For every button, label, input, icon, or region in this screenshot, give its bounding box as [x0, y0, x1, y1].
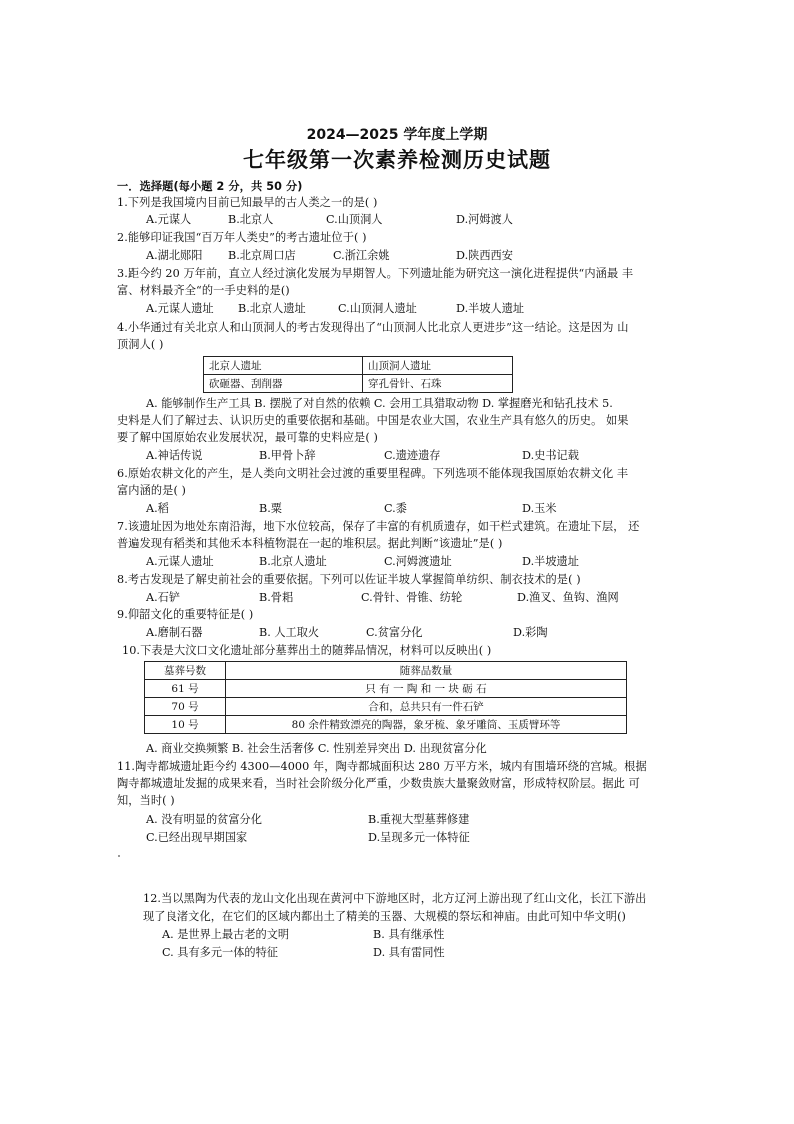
q5-option-c: C.遗迹遗存 — [384, 449, 441, 462]
q6-stem-line1: 6.原始农耕文化的产生，是人类向文明社会过渡的重要里程碑。下列选项不能体现我国原始农耕文化 丰 — [117, 467, 629, 480]
q8-option-b: B.骨耜 — [259, 591, 294, 604]
q5-option-a: A.神话传说 — [146, 449, 203, 462]
q7-option-c: C.河姆渡遗址 — [384, 555, 452, 568]
q1-option-b: B.北京人 — [228, 213, 274, 226]
q2-option-a: A.湖北郧阳 — [146, 249, 203, 262]
q7-option-b: B.北京人遗址 — [259, 555, 327, 568]
q10-table-row-2-no: 70 号 — [145, 698, 226, 716]
q11-stem-line2: 陶寺都城遗址发掘的成果来看，当时社会阶级分化严重，少数贵族大量聚敛财富，形成特权阶层。据此 可 — [117, 777, 640, 790]
q11-stem-line3: 知，当时( ) — [117, 794, 175, 807]
q6-option-b: B.粟 — [259, 502, 282, 515]
q1-stem: 1.下列是我国境内目前已知最早的古人类之一的是( ) — [117, 196, 378, 209]
q3-option-c: C.山顶洞人遗址 — [338, 302, 417, 315]
q11-stem-line1: 11.陶寺都城遗址距今约 4300—4000 年，陶寺都城面积达 280 万平方米，城内有围墙环绕的宫城。根据 — [117, 760, 647, 773]
q6-option-a: A.稻 — [146, 502, 169, 515]
q8-option-a: A.石铲 — [146, 591, 181, 604]
q1-option-d: D.河姆渡人 — [456, 213, 513, 226]
q8-stem: 8.考古发现是了解史前社会的重要依据。下列可以佐证半坡人掌握简单纺织、制衣技术的是( ) — [117, 573, 581, 586]
section-heading: 一．选择题(每小题 2 分，共 50 分) — [117, 180, 303, 193]
q12-option-b: B. 具有继承性 — [373, 928, 445, 941]
q2-stem: 2.能够印证我国“百万年人类史”的考古遗址位于( ) — [117, 231, 367, 244]
q11-option-c: C.已经出现早期国家 — [146, 831, 248, 844]
q12-option-a: A. 是世界上最古老的文明 — [162, 928, 290, 941]
q4-table-header-1: 北京人遗址 — [204, 357, 363, 375]
q2-option-d: D.陕西西安 — [456, 249, 513, 262]
q3-stem-line2: 富、材料最齐全“的一手史料的是() — [117, 284, 290, 297]
q1-option-c: C.山顶洞人 — [326, 213, 383, 226]
q3-option-d: D.半坡人遗址 — [456, 302, 525, 315]
q3-option-a: A.元谋人遗址 — [146, 302, 214, 315]
q5-option-b: B.甲骨卜辞 — [259, 449, 316, 462]
q10-table-row-1-items: 只 有 一 陶 和 一 块 砺 石 — [226, 680, 627, 698]
q5-stem-line2: 要了解中国原始农业发展状况，最可靠的史料应是( ) — [117, 431, 378, 444]
q6-option-c: C.黍 — [384, 502, 407, 515]
q2-option-b: B.北京周口店 — [228, 249, 296, 262]
q9-option-c: C.贫富分化 — [366, 626, 423, 639]
q10-options: A. 商业交换频繁 B. 社会生活奢侈 C. 性别差异突出 D. 出现贫富分化 — [146, 742, 487, 755]
q4-table-header-2: 山顶洞人遗址 — [363, 357, 513, 375]
q1-option-a: A.元谋人 — [146, 213, 192, 226]
q9-option-d: D.彩陶 — [513, 626, 548, 639]
q10-table-header-2: 随葬品数量 — [226, 662, 627, 680]
q7-option-d: D.半坡遗址 — [522, 555, 579, 568]
q9-option-b: B. 人工取火 — [259, 626, 320, 639]
q6-option-d: D.玉米 — [522, 502, 557, 515]
q8-option-d: D.渔叉、鱼钩、渔网 — [517, 591, 619, 604]
q10-table-row-3-no: 10 号 — [145, 716, 226, 734]
exam-year: 2024—2025 学年度上学期 — [306, 127, 488, 143]
q7-stem-line2: 普遍发现有稻类和其他禾本科植物混在一起的堆积层。据此判断“该遗址”是( ) — [117, 537, 503, 550]
q4-stem-line2: 顶洞人( ) — [117, 338, 164, 351]
q3-option-b: B.北京人遗址 — [238, 302, 306, 315]
q12-stem-line1: 12.当以黑陶为代表的龙山文化出现在黄河中下游地区时，北方辽河上游出现了红山文化，长江下游出 — [143, 892, 647, 905]
q8-option-c: C.骨针、骨锥、纺轮 — [361, 591, 463, 604]
q4-options: A. 能够制作生产工具 B. 摆脱了对自然的依赖 C. 会用工具猎取动物 D. 掌握磨光和钻孔技术 5. — [146, 397, 613, 410]
stray-dot — [118, 855, 120, 857]
q2-option-c: C.浙江余姚 — [333, 249, 390, 262]
exam-title: 七年级第一次素养检测历史试题 — [243, 148, 551, 172]
q12-option-d: D. 具有雷同性 — [373, 946, 445, 959]
q4-table-cell-2: 穿孔骨针、石珠 — [363, 375, 513, 393]
q10-table-row-3-items: 80 余件精致漂亮的陶器，象牙梳、象牙雕筒、玉质臂环等 — [226, 716, 627, 734]
q10-table-row-2-items: 合和，总共只有一件石铲 — [226, 698, 627, 716]
q4-stem-line1: 4.小华通过有关北京人和山顶洞人的考古发现得出了“山顶洞人比北京人更进步”这一结论。这是因为 山 — [117, 321, 629, 334]
q11-option-a: A. 没有明显的贫富分化 — [146, 813, 262, 826]
q4-table — [203, 356, 513, 393]
q5-option-d: D.史书记载 — [522, 449, 579, 462]
q10-table-row-1-no: 61 号 — [145, 680, 226, 698]
q4-table-cell-1: 砍砸器、刮削器 — [204, 375, 363, 393]
q5-stem-line1: 史料是人们了解过去、认识历史的重要依据和基础。中国是农业大国，农业生产具有悠久的历史。 如果 — [117, 414, 629, 427]
q12-option-c: C. 具有多元一体的特征 — [162, 946, 278, 959]
q9-stem: 9.仰韶文化的重要特征是( ) — [117, 608, 254, 621]
q10-table-header-1: 墓葬号数 — [145, 662, 226, 680]
q7-stem-line1: 7.该遗址因为地处东南沿海，地下水位较高，保存了丰富的有机质遗存，如干栏式建筑。在遗址下层， 还 — [117, 520, 640, 533]
q9-option-a: A.磨制石器 — [146, 626, 203, 639]
q7-option-a: A.元谋人遗址 — [146, 555, 214, 568]
q11-option-d: D.呈现多元一体特征 — [368, 831, 470, 844]
q11-option-b: B.重视大型墓葬修建 — [368, 813, 470, 826]
q10-stem: 10.下表是大汶口文化遗址部分墓葬出土的随葬品情况，材料可以反映出( ) — [122, 644, 492, 657]
q10-table — [144, 661, 627, 734]
q3-stem-line1: 3.距今约 20 万年前，直立人经过演化发展为早期智人。下列遗址能为研究这一演化进程提供“内涵最 丰 — [117, 267, 634, 280]
q12-stem-line2: 现了良渚文化，在它们的区域内都出土了精美的玉器、大规模的祭坛和神庙。由此可知中华文明() — [143, 910, 627, 923]
q6-stem-line2: 富内涵的是( ) — [117, 484, 187, 497]
